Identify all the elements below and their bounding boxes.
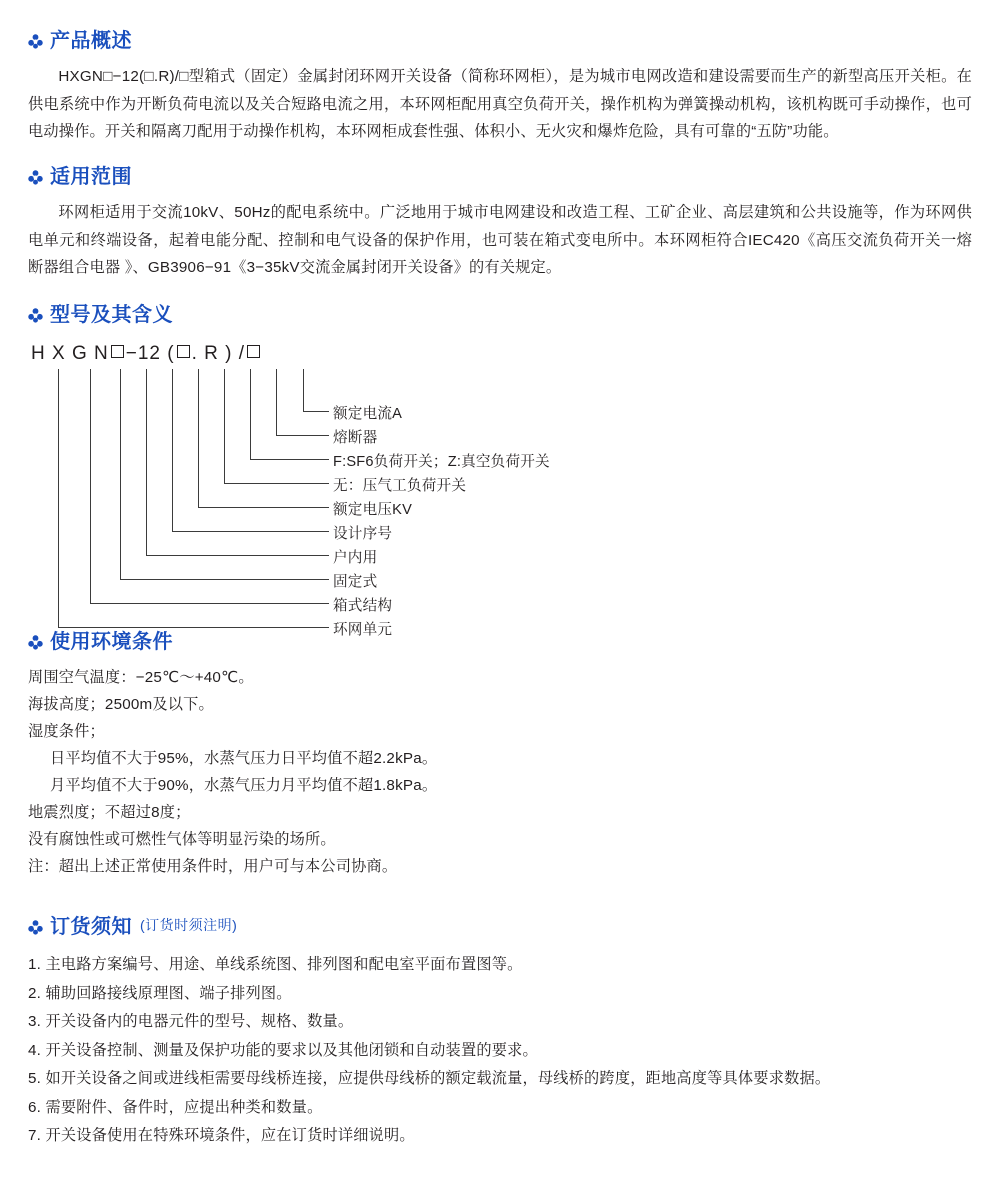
order-line: 2. 辅助回路接线原理图、端子排列图。 — [28, 984, 292, 1002]
section-model-designation — [28, 298, 972, 638]
model-code-box-2 — [177, 345, 190, 358]
section-heading-order — [28, 910, 972, 939]
order-requirements-list — [28, 951, 972, 1151]
legend-label-8: 固定式 — [333, 574, 378, 590]
legend-label-6: 设计序号 — [333, 526, 393, 542]
model-code-prefix: H X G N — [31, 343, 109, 364]
order-line: 7. 开关设备使用在特殊环境条件，应在订货时详细说明。 — [28, 1127, 415, 1145]
legend-label-9: 箱式结构 — [333, 598, 393, 614]
model-code-dot: . R ) / — [191, 343, 246, 364]
section-title-environment: 使用环境条件 — [50, 631, 173, 653]
section-heading-environment — [28, 625, 972, 654]
legend-label-7: 户内用 — [333, 550, 378, 566]
flower-bullet-icon — [28, 306, 43, 321]
model-code-mid: −12 ( — [125, 343, 175, 364]
section-scope — [28, 160, 972, 282]
section-title-overview: 产品概述 — [50, 30, 132, 52]
environment-line: 注：超出上述正常使用条件时，用户可与本公司协商。 — [28, 858, 398, 876]
legend-label-10: 环网单元 — [333, 622, 393, 638]
overview-paragraph: HXGN□−12(□.R)/□型箱式（固定）金属封闭环网开关设备（简称环网柜），是为城市电网改造和建设需要而生产的新型高压开关柜。在供电系统中作为开断负荷电流以及关合短路电流之用，本环网柜配用真空负荷开关，操作机构为弹簧操动机构，该机构既可手动操作，也可电动操作。开关和隔离刀配用于动操作机构，本环网柜成套性强、体积小、无火灾和爆炸危险，具有可靠的“五防”功能。 — [28, 68, 972, 141]
environment-line: 湿度条件； — [28, 723, 105, 741]
order-line: 5. 如开关设备之间或进线柜需要母线桥连接，应提供母线桥的额定载流量，母线桥的跨度，距地高度等具体要求数据。 — [28, 1070, 831, 1088]
legend-label-2: 熔断器 — [333, 430, 378, 446]
legend-label-5: 额定电压KV — [333, 502, 413, 518]
model-code-string — [31, 343, 262, 365]
section-heading-scope — [28, 160, 972, 189]
flower-bullet-icon — [28, 168, 43, 183]
legend-label-1: 额定电流A — [333, 406, 403, 422]
environment-line: 日平均值不大于95%，水蒸气压力日平均值不超2.2kPa。 — [50, 750, 438, 768]
section-environment-conditions — [28, 625, 972, 880]
leader-line-10 — [58, 369, 329, 628]
environment-list — [28, 664, 972, 880]
environment-line: 地震烈度；不超过8度； — [28, 804, 191, 822]
environment-line: 没有腐蚀性或可燃性气体等明显污染的场所。 — [28, 831, 336, 849]
environment-line: 海拔高度；2500m及以下。 — [28, 696, 214, 714]
section-title-scope: 适用范围 — [50, 166, 132, 188]
environment-line: 月平均值不大于90%，水蒸气压力月平均值不超1.8kPa。 — [50, 777, 438, 795]
flower-bullet-icon — [28, 633, 43, 648]
model-designation-diagram — [28, 343, 972, 638]
section-product-overview — [28, 24, 972, 146]
flower-bullet-icon — [28, 918, 43, 933]
section-title-model: 型号及其含义 — [50, 304, 173, 326]
section-ordering-notice — [28, 910, 972, 1151]
section-subtitle-order: (订货时须注明) — [140, 916, 238, 933]
order-line: 3. 开关设备内的电器元件的型号、规格、数量。 — [28, 1013, 354, 1031]
scope-paragraph: 环网柜适用于交流10kV、50Hz的配电系统中。广泛地用于城市电网建设和改造工程、工矿企业、高层建筑和公共设施等，作为环网供电单元和终端设备，起着电能分配、控制和电气设备的保护作用，也可装在箱式变电所中。本环网柜符合IEC420《高压交流负荷开关一熔断器组合电器 》、GB3906−91《3−35kV交流金属封闭开关设备》的有关规定。 — [28, 204, 972, 277]
model-code-box-3 — [247, 345, 260, 358]
flower-bullet-icon — [28, 32, 43, 47]
environment-line: 周围空气温度：−25℃～+40℃。 — [28, 669, 254, 686]
order-line: 4. 开关设备控制、测量及保护功能的要求以及其他闭锁和自动装置的要求。 — [28, 1041, 538, 1059]
legend-label-4: 无：压气工负荷开关 — [333, 478, 467, 494]
legend-label-3: F:SF6负荷开关；Z:真空负荷开关 — [333, 454, 550, 470]
section-title-order: 订货须知 — [50, 916, 132, 938]
order-line: 1. 主电路方案编号、用途、单线系统图、排列图和配电室平面布置图等。 — [28, 956, 523, 973]
section-heading-model — [28, 298, 972, 327]
model-code-box-1 — [111, 345, 124, 358]
section-heading-overview — [28, 24, 972, 53]
order-line: 6. 需要附件、备件时，应提出种类和数量。 — [28, 1098, 323, 1116]
